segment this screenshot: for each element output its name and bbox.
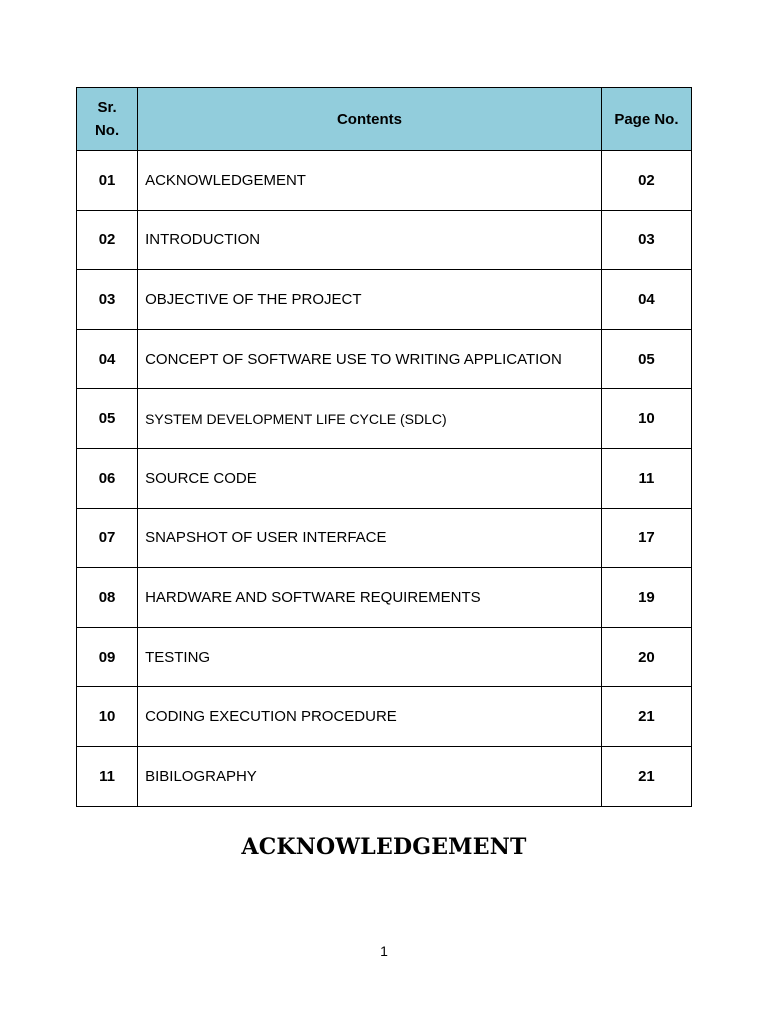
section-heading: ACKNOWLEDGEMENT	[241, 834, 527, 860]
row-title: ACKNOWLEDGEMENT	[138, 151, 602, 211]
row-number: 07	[77, 508, 138, 568]
row-title: SOURCE CODE	[138, 448, 602, 508]
row-page-number: 02	[601, 151, 691, 211]
contents-header: Contents	[138, 88, 602, 151]
table-row	[77, 389, 692, 449]
table-row	[77, 151, 692, 211]
row-title: CODING EXECUTION PROCEDURE	[138, 687, 602, 747]
row-title: HARDWARE AND SOFTWARE REQUIREMENTS	[138, 568, 602, 628]
page-number: 1	[380, 943, 388, 959]
table-row	[77, 627, 692, 687]
sr-no-header-line1: Sr.	[97, 99, 117, 116]
row-page-number: 03	[601, 210, 691, 270]
row-page-number: 20	[601, 627, 691, 687]
row-title: OBJECTIVE OF THE PROJECT	[138, 270, 602, 330]
row-page-number: 10	[601, 389, 691, 449]
table-of-contents	[76, 87, 692, 807]
row-title: TESTING	[138, 627, 602, 687]
row-number: 04	[77, 329, 138, 389]
table-row	[77, 270, 692, 330]
row-number: 06	[77, 448, 138, 508]
row-page-number: 17	[601, 508, 691, 568]
row-page-number: 05	[601, 329, 691, 389]
row-title: INTRODUCTION	[138, 210, 602, 270]
table-row	[77, 508, 692, 568]
sr-no-header-line2: No.	[94, 122, 120, 139]
row-number: 01	[77, 151, 138, 211]
page-no-header: Page No.	[601, 88, 691, 151]
row-number: 08	[77, 568, 138, 628]
row-page-number: 19	[601, 568, 691, 628]
table-row	[77, 448, 692, 508]
table-row	[77, 329, 692, 389]
row-title: SNAPSHOT OF USER INTERFACE	[138, 508, 602, 568]
row-number: 02	[77, 210, 138, 270]
table-row	[77, 746, 692, 806]
row-page-number: 21	[601, 687, 691, 747]
row-number: 05	[77, 389, 138, 449]
table-row	[77, 210, 692, 270]
sr-no-header	[77, 88, 138, 151]
row-page-number: 04	[601, 270, 691, 330]
row-title: SYSTEM DEVELOPMENT LIFE CYCLE (SDLC)	[138, 389, 602, 449]
row-number: 10	[77, 687, 138, 747]
row-page-number: 11	[601, 448, 691, 508]
table-header-row	[77, 88, 692, 151]
row-number: 03	[77, 270, 138, 330]
table-row	[77, 687, 692, 747]
row-number: 11	[77, 746, 138, 806]
row-title: CONCEPT OF SOFTWARE USE TO WRITING APPLICATION	[138, 329, 602, 389]
row-title: BIBILOGRAPHY	[138, 746, 602, 806]
table-row	[77, 568, 692, 628]
row-number: 09	[77, 627, 138, 687]
row-page-number: 21	[601, 746, 691, 806]
